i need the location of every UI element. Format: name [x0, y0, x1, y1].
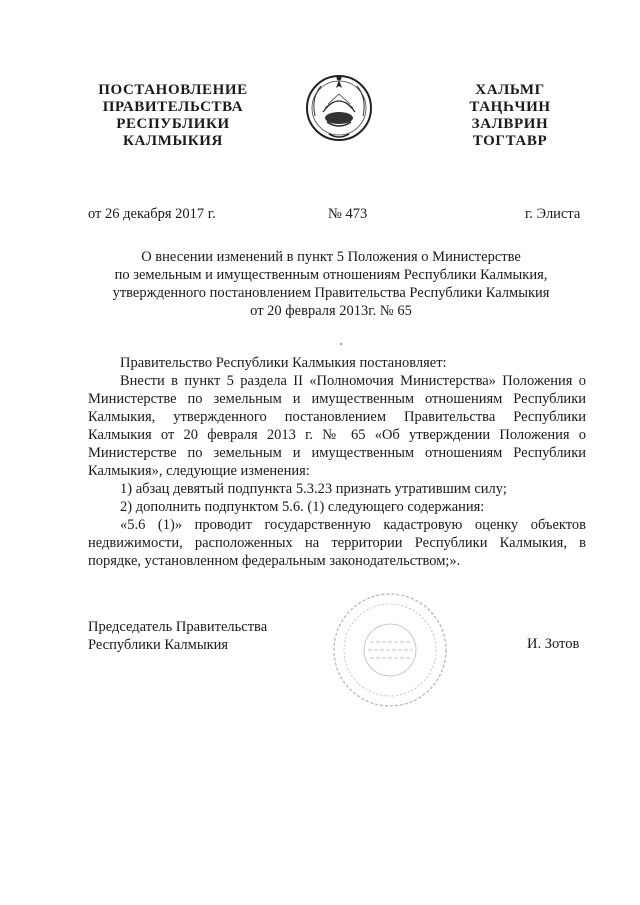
- signer-position-line: Председатель Правительства: [88, 619, 268, 635]
- quoted-provision: «5.6 (1)» проводит государственную кадастровую оценку объектов недвижимости, расположенных на территории Республики Калмыкия, в порядке, установленном федеральным законодательством;».: [88, 517, 586, 569]
- title-line: от 20 февраля 2013г. № 65: [250, 303, 412, 319]
- header-right-block: [445, 82, 575, 150]
- title-line: утвержденного постановлением Правительства Республики Калмыкия: [112, 285, 550, 301]
- scan-speck: [340, 343, 342, 345]
- signer-name: И. Зотов: [527, 636, 580, 652]
- header-left-block: [78, 82, 268, 150]
- header-left-line: ПРАВИТЕЛЬСТВА: [102, 99, 244, 115]
- resolution-intro: Правительство Республики Калмыкия постановляет:: [120, 355, 447, 371]
- resolution-paragraph: Внести в пункт 5 раздела II «Полномочия Министерства» Положения о Министерстве по земельным и имущественным отношениям Республики Калмыкия, утвержденного постановлением Правительства Республики Калмыкия от 20 февраля 2013 г. № 65 «Об утверждении Положения о Министерстве по земельным и имущественным отношениям Республики Калмыкия», следующие изменения:: [88, 373, 586, 479]
- signer-position-line: Республики Калмыкия: [88, 637, 229, 653]
- header-right-line: ЗАЛВРИН: [471, 116, 549, 132]
- document-number: № 473: [328, 206, 368, 222]
- list-item-1: 1) абзац девятый подпункта 5.3.23 признать утратившим силу;: [120, 481, 507, 497]
- document-body: [88, 354, 586, 570]
- header-left-line: РЕСПУБЛИКИ: [116, 116, 230, 132]
- signer-position: [88, 618, 267, 654]
- header-right-line: ХАЛЬМГ: [475, 82, 545, 98]
- title-line: О внесении изменений в пункт 5 Положения о Министерстве: [141, 249, 521, 265]
- header-left-line: ПОСТАНОВЛЕНИЕ: [98, 82, 248, 98]
- list-item-2: 2) дополнить подпунктом 5.6. (1) следующего содержания:: [120, 499, 485, 515]
- document-city: г. Элиста: [525, 206, 581, 222]
- document-title: [88, 248, 574, 320]
- header-right-line: ТОГТАВР: [472, 133, 548, 149]
- header-left-line: КАЛМЫКИЯ: [123, 133, 223, 149]
- kalmykia-coat-of-arms-icon: [303, 68, 375, 148]
- title-line: по земельным и имущественным отношениям Республики Калмыкия,: [114, 267, 548, 283]
- header-right-line: ТАҢҺЧИН: [469, 99, 551, 115]
- document-date: от 26 декабря 2017 г.: [88, 206, 216, 222]
- official-seal-icon: [330, 590, 450, 710]
